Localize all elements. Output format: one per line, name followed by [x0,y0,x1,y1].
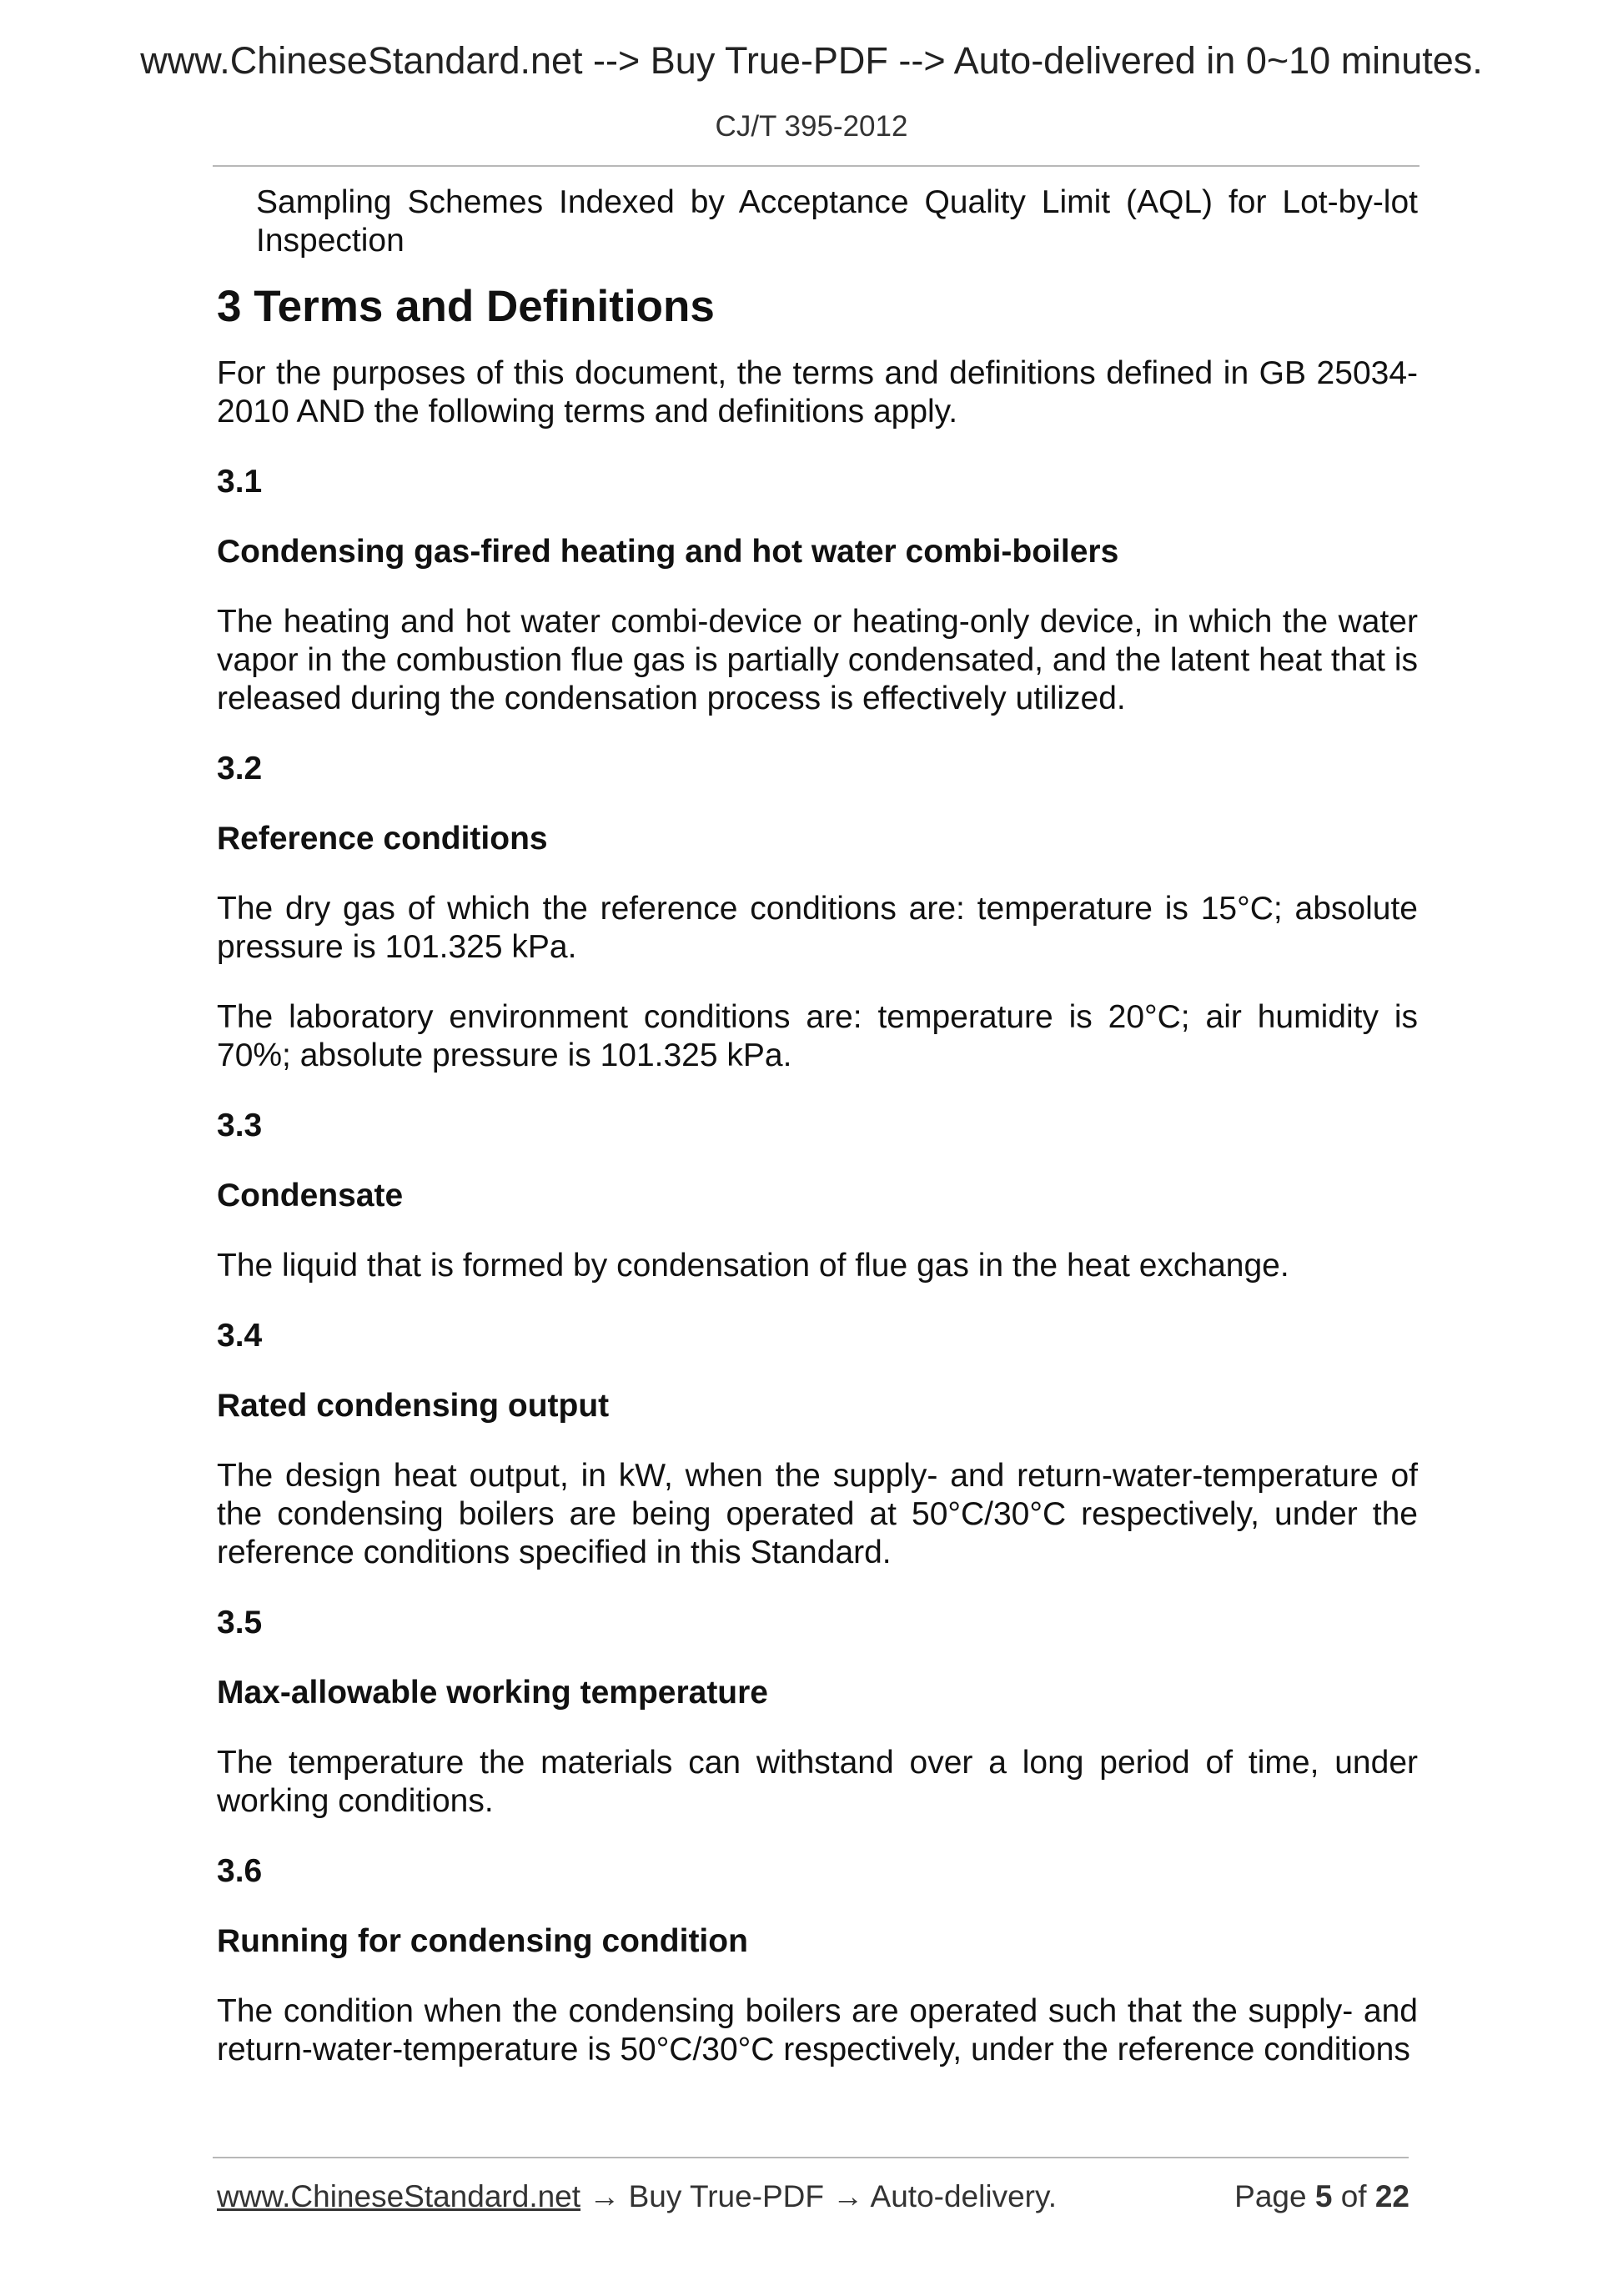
section-intro: For the purposes of this document, the terms and definitions defined in GB 25034-2010 AND the following terms and definitions apply. [217,355,1418,430]
footer-site-link[interactable]: www.ChineseStandard.net [217,2179,581,2213]
arrow-right-icon: → [589,2179,621,2213]
footer-rule [213,2157,1409,2158]
term-definition: The heating and hot water combi-device or heating-only device, in which the water vapor in the combustion flue gas is partially condensated, and the latent heat that is released during the condensation process is effectively utilized. [217,604,1418,716]
term-title: Reference conditions [217,821,548,857]
page-total: 22 [1374,2179,1409,2213]
arrow-right-icon: → [832,2179,864,2213]
footer-delivery-text: Auto-delivery. [870,2179,1058,2213]
header-rule [213,165,1419,167]
page-label: Page [1234,2179,1307,2213]
term-title: Running for condensing condition [217,1923,748,1959]
section-heading: 3 Terms and Definitions [217,282,715,331]
carryover-reference: Sampling Schemes Indexed by Acceptance Quality Limit (AQL) for Lot-by-lot Inspection [256,184,1418,259]
page-current: 5 [1314,2179,1333,2213]
header-banner: www.ChineseStandard.net --> Buy True-PDF --> Auto-delivered in 0~10 minutes. [140,39,1483,82]
term-title: Condensing gas-fired heating and hot water combi-boilers [217,534,1119,570]
page-footer [217,2177,1409,2217]
footer-buy-text: Buy True-PDF [628,2179,825,2213]
term-title: Rated condensing output [217,1388,610,1424]
term-number: 3.6 [217,1853,263,1889]
term-definition: The laboratory environment conditions are: temperature is 20°C; air humidity is 70%; absolute pressure is 101.325 kPa. [217,999,1418,1073]
term-definition: The liquid that is formed by condensation of flue gas in the heat exchange. [217,1248,1289,1284]
term-number: 3.4 [217,1318,263,1354]
term-number: 3.5 [217,1605,263,1640]
term-definition: The condition when the condensing boilers are operated such that the supply- and return-water-temperature is 50°C/30°C respectively, under the reference conditions [217,1993,1418,2067]
page-of: of [1340,2179,1367,2213]
term-definition: The dry gas of which the reference conditions are: temperature is 15°C; absolute pressure is 101.325 kPa. [217,891,1418,965]
term-title: Condensate [217,1178,404,1213]
term-title: Max-allowable working temperature [217,1675,769,1711]
term-number: 3.1 [217,464,263,500]
term-definition: The temperature the materials can withstand over a long period of time, under working conditions. [217,1745,1418,1819]
term-definition: The design heat output, in kW, when the supply- and return-water-temperature of the condensing boilers are being operated at 50°C/30°C respectively, under the reference conditions specified in this Standard. [217,1458,1418,1570]
term-number: 3.2 [217,751,263,786]
term-number: 3.3 [217,1108,263,1143]
page-body [217,183,1418,2069]
document-code: CJ/T 395-2012 [715,110,908,143]
page-indicator [1234,2177,1409,2217]
